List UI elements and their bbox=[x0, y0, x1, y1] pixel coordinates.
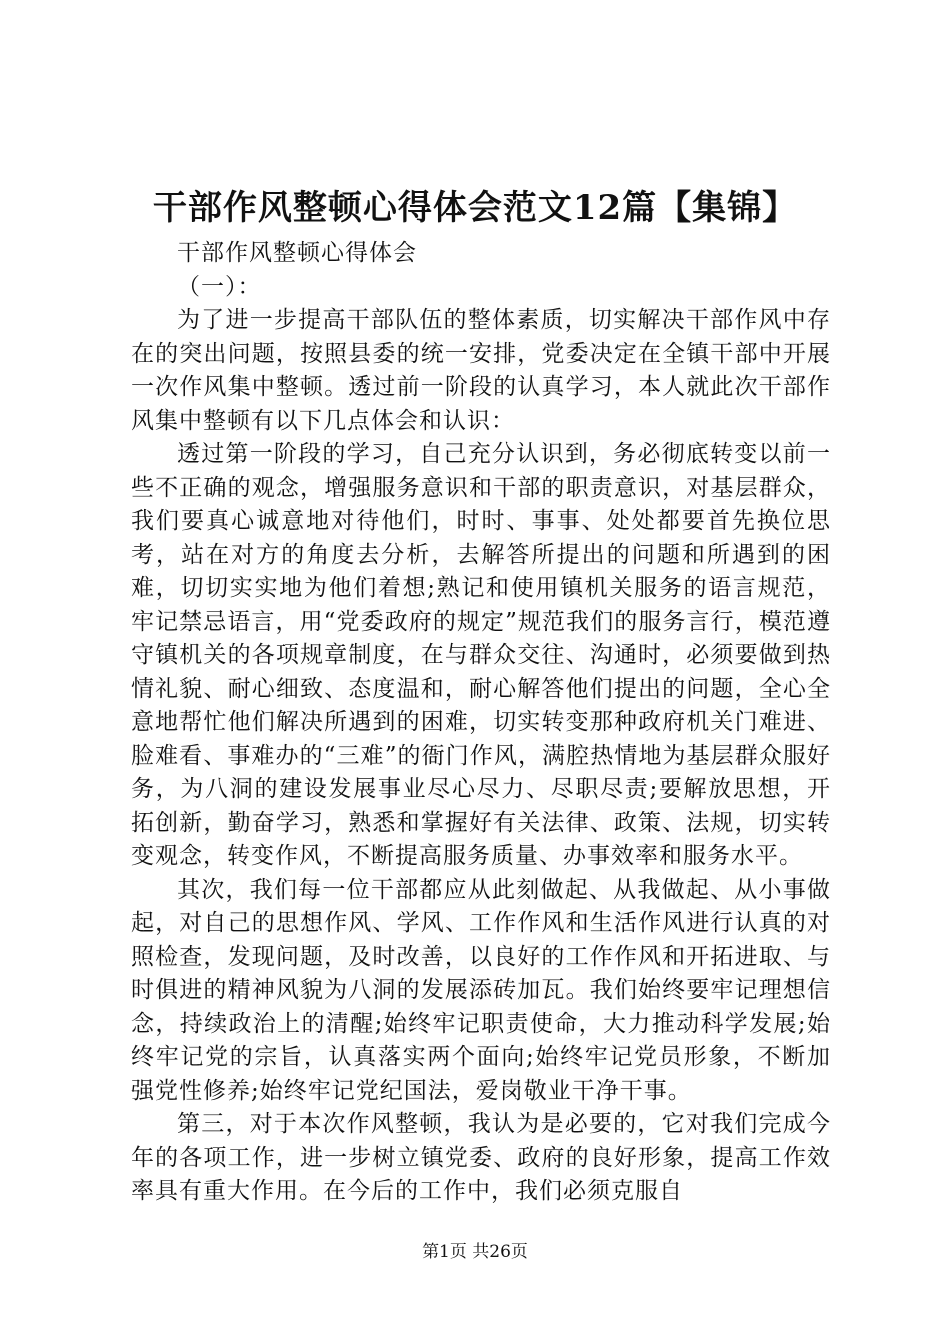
document-body bbox=[131, 237, 831, 1209]
body-paragraph: 为了进一步提高干部队伍的整体素质，切实解决干部作风中存在的突出问题，按照县委的统一安排，党委决定在全镇干部中开展一次作风集中整顿。透过前一阶段的认真学习，本人就此次干部作风集中整顿有以下几点体会和认识： bbox=[131, 307, 831, 434]
body-paragraph: 透过第一阶段的学习，自己充分认识到，务必彻底转变以前一些不正确的观念，增强服务意识和干部的职责意识，对基层群众，我们要真心诚意地对待他们，时时、事事、处处都要首先换位思考，站在对方的角度去分析，去解答所提出的问题和所遇到的困难，切切实实地为他们着想;熟记和使用镇机关服务的语言规范，牢记禁忌语言，用“党委政府的规定”规范我们的服务言行，模范遵守镇机关的各项规章制度，在与群众交往、沟通时，必须要做到热情礼貌、耐心细致、态度温和，耐心解答他们提出的问题，全心全意地帮忙他们解决所遇到的困难，切实转变那种政府机关门难进、脸难看、事难办的“三难”的衙门作风，满腔热情地为基层群众服好务，为八洞的建设发展事业尽心尽力、尽职尽责;要解放思想，开拓创新，勤奋学习，熟悉和掌握好有关法律、政策、法规，切实转变观念，转变作风，不断提高服务质量、办事效率和服务水平。 bbox=[131, 441, 831, 869]
section-heading: 干部作风整顿心得体会 bbox=[177, 240, 417, 266]
body-paragraph: 其次，我们每一位干部都应从此刻做起、从我做起、从小事做起，对自己的思想作风、学风、工作作风和生活作风进行认真的对照检查，发现问题，及时改善，以良好的工作作风和开拓进取、与时俱进的精神风貌为八洞的发展添砖加瓦。我们始终要牢记理想信念，持续政治上的清醒;始终牢记职责使命，大力推动科学发展;始终牢记党的宗旨，认真落实两个面向;始终牢记党员形象，不断加强党性修养;始终牢记党纪国法，爱岗敬业干净干事。 bbox=[131, 876, 831, 1104]
section-number: （一）： bbox=[177, 273, 262, 300]
document-title: 干部作风整顿心得体会范文12篇【集锦】 bbox=[152, 188, 798, 228]
body-paragraph: 第三，对于本次作风整顿，我认为是必要的，它对我们完成今年的各项工作，进一步树立镇党委、政府的良好形象，提高工作效率具有重大作用。在今后的工作中，我们必须克服自 bbox=[131, 1111, 831, 1204]
page-footer: 第1页 共26页 bbox=[422, 1242, 528, 1262]
